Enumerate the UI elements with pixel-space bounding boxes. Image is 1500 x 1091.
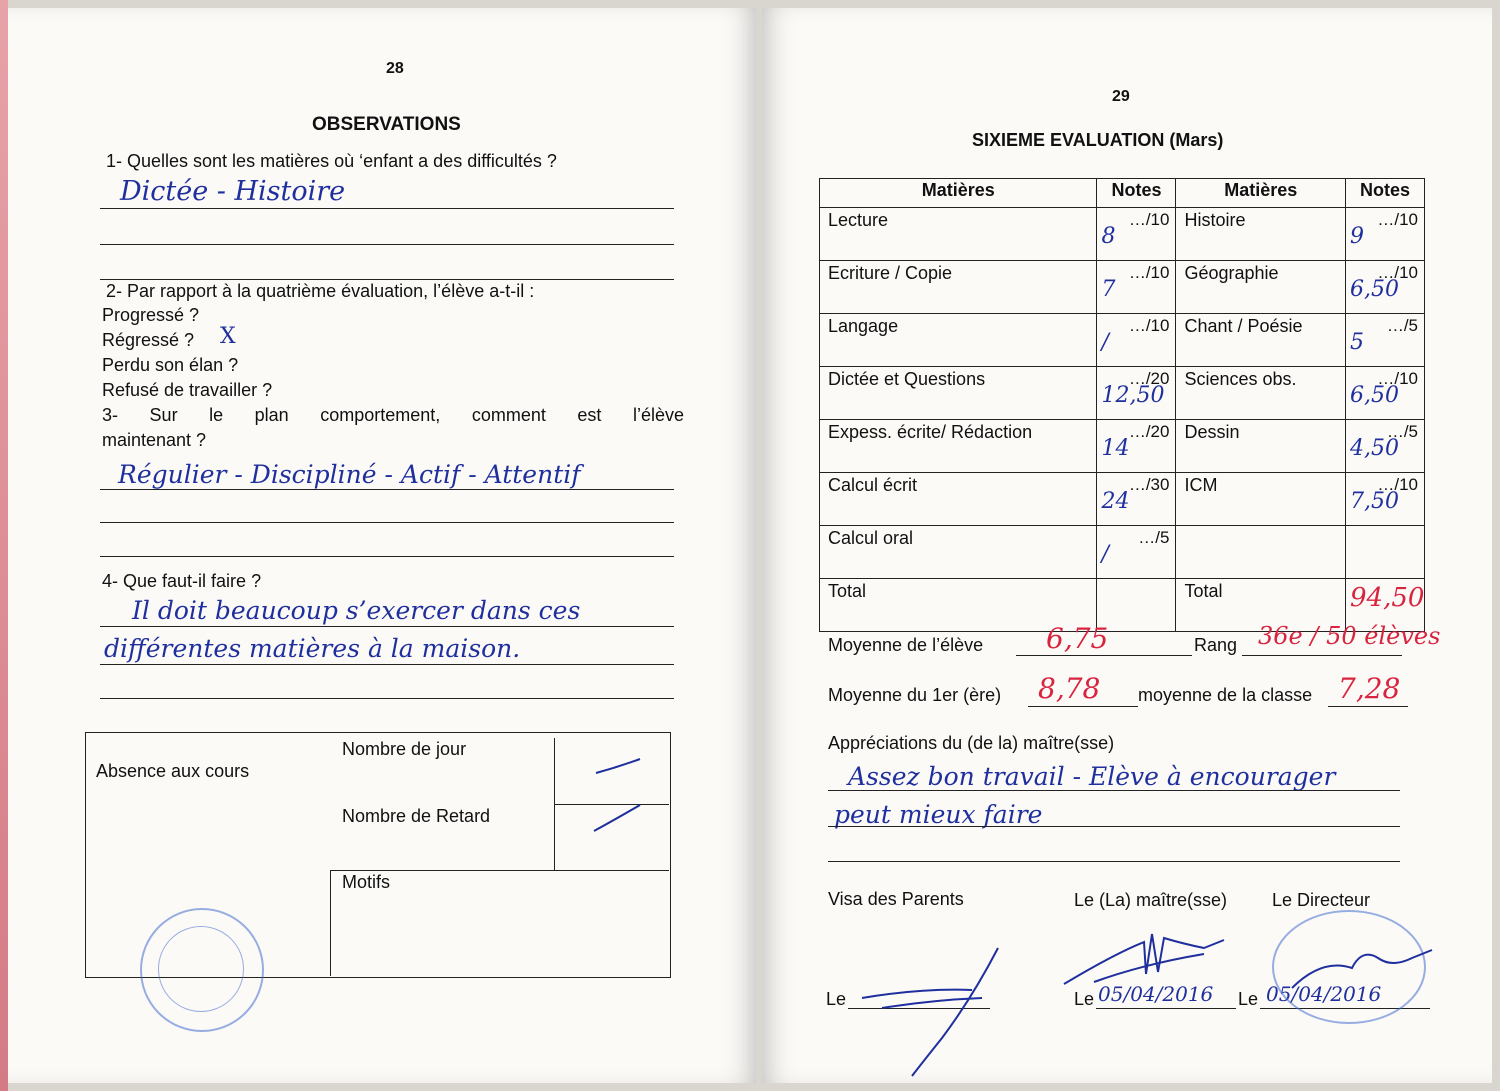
moyenne-classe-label: moyenne de la classe xyxy=(1138,685,1313,705)
visa-parents-label: Visa des Parents xyxy=(828,889,964,909)
moyenne-premier-value: 8,78 xyxy=(1038,672,1101,705)
right-page xyxy=(762,8,1492,1083)
grade-max: …/10 xyxy=(1377,369,1418,388)
directeur-signature xyxy=(1282,928,1442,1008)
answer-3: Régulier - Discipliné - Actif - Attentif xyxy=(118,460,581,489)
subject-cell xyxy=(820,420,1097,473)
question-2: 2- Par rapport à la quatrième évaluation, l’élève a-t-il : xyxy=(106,281,535,301)
subject-cell xyxy=(1176,526,1346,579)
table-row xyxy=(820,526,1425,579)
grade-max: …/5 xyxy=(1386,316,1418,335)
late-label: Nombre de Retard xyxy=(342,806,491,826)
grade-value: 8 xyxy=(1101,224,1116,249)
subject-cell-text: Dessin xyxy=(1184,422,1240,442)
option-regresse: Régressé ? xyxy=(102,330,195,350)
dash-mark xyxy=(588,753,648,843)
answer-line xyxy=(828,861,1400,862)
header-subject: Matières xyxy=(820,179,1097,208)
subject-cell-text: Total xyxy=(1184,581,1223,601)
moyenne-label: Moyenne de l’élève xyxy=(828,635,984,655)
subject-cell xyxy=(1176,261,1346,314)
grade-cell xyxy=(1346,314,1425,367)
grade-max: …/10 xyxy=(1128,316,1170,335)
subject-cell-text: Calcul oral xyxy=(828,528,914,548)
grade-cell xyxy=(1346,473,1425,526)
school-stamp-inner xyxy=(158,926,244,1012)
question-1: 1- Quelles sont les matières où ‘enfant a des difficultés ? xyxy=(106,151,557,171)
grade-cell xyxy=(1346,526,1425,579)
table-header-row xyxy=(820,179,1425,208)
option-refuse: Refusé de travailler ? xyxy=(102,380,273,400)
answer-line xyxy=(100,208,674,209)
date-directeur: 05/04/2016 xyxy=(1266,982,1382,1006)
grade-cell xyxy=(1346,367,1425,420)
page-title: OBSERVATIONS xyxy=(312,114,461,135)
subject-cell-text: Langage xyxy=(828,316,899,336)
grade-value: 14 xyxy=(1101,436,1130,461)
subject-cell xyxy=(1176,314,1346,367)
answer-line xyxy=(100,489,674,490)
le-label: Le xyxy=(1238,989,1259,1009)
date-maitre: 05/04/2016 xyxy=(1098,982,1214,1006)
grade-max: …/20 xyxy=(1128,422,1170,441)
subject-cell xyxy=(1176,208,1346,261)
answer-line xyxy=(100,698,674,699)
table-row xyxy=(820,314,1425,367)
grade-cell xyxy=(1346,208,1425,261)
answer-line xyxy=(1328,706,1408,707)
page-title: SIXIEME EVALUATION (Mars) xyxy=(972,130,1224,150)
motifs-label: Motifs xyxy=(342,872,391,892)
grade-max: …/5 xyxy=(1386,422,1418,441)
subject-cell-text: Géographie xyxy=(1184,263,1279,283)
appreciation-label: Appréciations du (de la) maître(sse) xyxy=(828,733,1115,753)
subject-cell-text: Total xyxy=(828,581,867,601)
appreciation-line1: Assez bon travail - Elève à encourager xyxy=(848,762,1336,791)
subject-cell-text: Chant / Poésie xyxy=(1184,316,1303,336)
moyenne-premier-label: Moyenne du 1er (ère) xyxy=(828,685,1002,705)
grades-table xyxy=(819,178,1425,632)
grade-max: …/10 xyxy=(1128,263,1170,282)
days-label: Nombre de jour xyxy=(342,739,467,759)
answer-1: Dictée - Histoire xyxy=(120,176,346,207)
grade-cell xyxy=(1097,314,1176,367)
header-notes: Notes xyxy=(1346,179,1425,208)
date-line xyxy=(1096,1008,1236,1009)
subject-cell xyxy=(820,526,1097,579)
subject-cell xyxy=(820,473,1097,526)
header-notes: Notes xyxy=(1097,179,1176,208)
parent-signature xyxy=(822,928,1022,1078)
answer-line xyxy=(828,826,1400,827)
answer-line xyxy=(828,790,1400,791)
grade-cell xyxy=(1097,526,1176,579)
grade-value: 5 xyxy=(1350,330,1364,355)
grade-max: …/10 xyxy=(1377,263,1418,282)
answer-line xyxy=(1028,706,1138,707)
grade-cell xyxy=(1346,420,1425,473)
subject-cell-text: Calcul écrit xyxy=(828,475,918,495)
option-perdu: Perdu son élan ? xyxy=(102,355,239,375)
maitre-label: Le (La) maître(sse) xyxy=(1074,890,1228,910)
table-row xyxy=(820,473,1425,526)
grade-cell xyxy=(1097,420,1176,473)
grade-value: 24 xyxy=(1101,489,1130,514)
page-number: 29 xyxy=(1112,88,1130,105)
grade-value: 4,50 xyxy=(1350,436,1399,461)
subject-cell xyxy=(1176,473,1346,526)
grade-value: 12,50 xyxy=(1101,383,1165,408)
le-label: Le xyxy=(1074,989,1095,1009)
table-row xyxy=(820,208,1425,261)
grade-cell xyxy=(1097,473,1176,526)
answer-4-line2: différentes matières à la maison. xyxy=(104,634,521,663)
grade-value: 94,50 xyxy=(1350,583,1425,613)
question-3-cont: maintenant ? xyxy=(102,430,207,450)
answer-line xyxy=(1016,655,1192,656)
book-edge xyxy=(0,0,8,1091)
question-3: 3- Sur le plan comportement, comment est l’élève xyxy=(102,405,684,425)
le-label: Le xyxy=(826,989,847,1009)
answer-line xyxy=(100,664,674,665)
grade-max: …/30 xyxy=(1128,475,1170,494)
subject-cell xyxy=(1176,367,1346,420)
grade-value: 6,50 xyxy=(1350,277,1399,302)
grade-cell xyxy=(1346,261,1425,314)
table-row xyxy=(820,367,1425,420)
subject-cell xyxy=(820,261,1097,314)
option-progresse: Progressé ? xyxy=(102,305,200,325)
absence-label: Absence aux cours xyxy=(96,761,250,781)
grade-value: 7,50 xyxy=(1350,489,1399,514)
answer-line xyxy=(100,556,674,557)
table-row xyxy=(820,420,1425,473)
subject-cell xyxy=(820,314,1097,367)
grade-max: …/10 xyxy=(1377,210,1418,229)
grade-value: 6,50 xyxy=(1350,383,1399,408)
grade-value: 9 xyxy=(1350,224,1364,249)
grade-cell xyxy=(1097,367,1176,420)
check-mark: X xyxy=(220,324,236,349)
subject-cell xyxy=(820,367,1097,420)
page-number: 28 xyxy=(386,60,404,77)
subject-cell-text: Dictée et Questions xyxy=(828,369,986,389)
left-page xyxy=(8,8,756,1083)
answer-line xyxy=(100,522,674,523)
moyenne-value: 6,75 xyxy=(1046,622,1109,655)
grade-value: / xyxy=(1101,542,1109,567)
subject-cell-text: Sciences obs. xyxy=(1184,369,1297,389)
grade-cell xyxy=(1097,579,1176,632)
grade-value: / xyxy=(1101,330,1109,355)
answer-line xyxy=(100,626,674,627)
grade-cell xyxy=(1097,208,1176,261)
appreciation-line2: peut mieux faire xyxy=(834,800,1043,829)
moyenne-classe-value: 7,28 xyxy=(1338,672,1401,705)
grade-max: …/5 xyxy=(1138,528,1170,547)
table-row xyxy=(820,261,1425,314)
subject-cell xyxy=(820,208,1097,261)
subject-cell-text: Expess. écrite/ Rédaction xyxy=(828,422,1033,442)
grade-value: 7 xyxy=(1101,277,1116,302)
question-4: 4- Que faut-il faire ? xyxy=(102,571,262,591)
subject-cell xyxy=(1176,420,1346,473)
subject-cell-text: ICM xyxy=(1184,475,1218,495)
grade-max: …/10 xyxy=(1128,210,1170,229)
rang-value: 36e / 50 élèves xyxy=(1258,622,1441,650)
rang-label: Rang xyxy=(1194,635,1238,655)
grade-cell xyxy=(1097,261,1176,314)
answer-4-line1: Il doit beaucoup s’exercer dans ces xyxy=(132,596,581,625)
maitre-signature xyxy=(1054,904,1234,1004)
directeur-label: Le Directeur xyxy=(1272,890,1371,910)
answer-line xyxy=(100,244,674,245)
grade-max: …/20 xyxy=(1128,369,1170,388)
subject-cell-text: Ecriture / Copie xyxy=(828,263,953,283)
subject-cell-text: Lecture xyxy=(828,210,889,230)
subject-cell-text: Histoire xyxy=(1184,210,1246,230)
divider xyxy=(330,870,331,976)
header-subject: Matières xyxy=(1176,179,1346,208)
grade-max: …/10 xyxy=(1377,475,1418,494)
answer-line xyxy=(1242,655,1402,656)
